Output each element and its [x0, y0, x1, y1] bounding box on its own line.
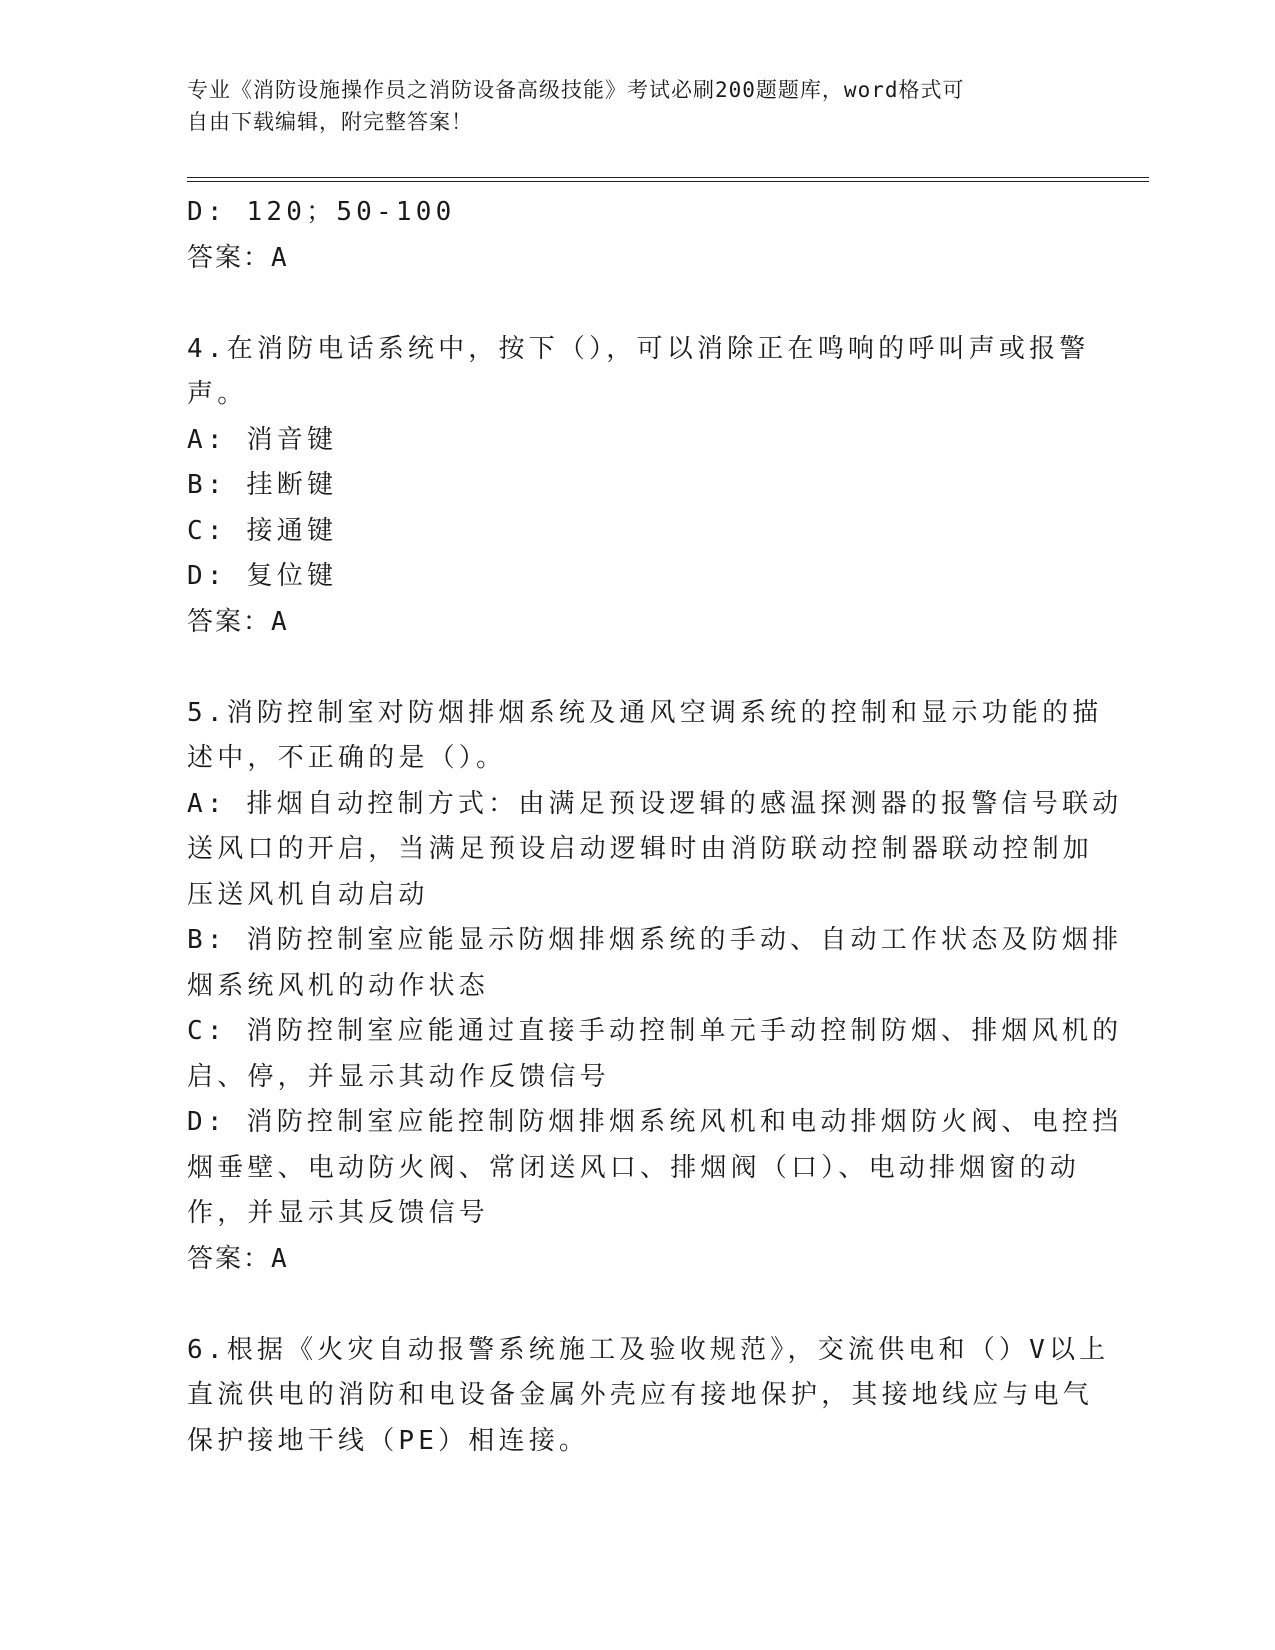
question-stem: 6.根据《火灾自动报警系统施工及验收规范》，交流供电和（）V以上 — [187, 1334, 1110, 1365]
question-stem: 保护接地干线（PE）相连接。 — [187, 1425, 590, 1456]
option-d: D: 消防控制室应能控制防烟排烟系统风机和电动排烟防火阀、电控挡 — [187, 1107, 1123, 1137]
question-5 — [187, 691, 1123, 1283]
option-c: C: 接通键 — [187, 515, 338, 546]
question-stem: 4.在消防电话系统中，按下（），可以消除正在鸣响的呼叫声或报警 — [187, 333, 1090, 364]
header-title-line-1: 专业《消防设施操作员之消防设备高级技能》考试必刷200题题库，word格式可 — [187, 78, 965, 102]
option-d: D: 复位键 — [187, 561, 338, 591]
spacer — [187, 281, 1087, 327]
option-a: A: 消音键 — [187, 424, 338, 455]
question-content — [187, 190, 1123, 1464]
option-a: A: 排烟自动控制方式：由满足预设逻辑的感温探测器的报警信号联动 — [187, 788, 1123, 819]
option-c: 启、停，并显示其动作反馈信号 — [187, 1061, 610, 1092]
option-a: 送风口的开启，当满足预设启动逻辑时由消防联动控制器联动控制加 — [187, 834, 1094, 864]
option-b: 烟系统风机的动作状态 — [187, 970, 490, 1001]
question-stem: 述中，不正确的是（）。 — [187, 743, 507, 773]
question-4 — [187, 327, 1090, 646]
spacer — [187, 1282, 1087, 1328]
question-stem: 直流供电的消防和电设备金属外壳应有接地保护，其接地线应与电气 — [187, 1380, 1094, 1410]
option-c: C: 消防控制室应能通过直接手动控制单元手动控制防烟、排烟风机的 — [187, 1016, 1123, 1046]
answer-line: 答案：A — [187, 606, 289, 637]
question-stem: 5.消防控制室对防烟排烟系统及通风空调系统的控制和显示功能的描 — [187, 697, 1103, 728]
option-b: B: 挂断键 — [187, 470, 338, 500]
spacer — [187, 645, 1087, 691]
question-3-tail — [187, 190, 1087, 281]
question-stem: 声。 — [187, 379, 248, 409]
header-divider-bottom — [187, 181, 1149, 182]
answer-line: 答案：A — [187, 242, 289, 273]
answer-line: 答案：A — [187, 1243, 289, 1274]
option-d: 作，并显示其反馈信号 — [187, 1198, 490, 1228]
question-6 — [187, 1328, 1110, 1465]
page-header — [187, 74, 1087, 138]
header-title-line-2: 自由下载编辑，附完整答案！ — [187, 110, 473, 134]
option-b: B: 消防控制室应能显示防烟排烟系统的手动、自动工作状态及防烟排 — [187, 925, 1123, 955]
option-d: 烟垂壁、电动防火阀、常闭送风口、排烟阀（口）、电动排烟窗的动 — [187, 1152, 1081, 1183]
option-a: 压送风机自动启动 — [187, 879, 429, 910]
header-divider-top — [187, 177, 1149, 178]
option-d: D: 120；50-100 — [187, 197, 456, 227]
